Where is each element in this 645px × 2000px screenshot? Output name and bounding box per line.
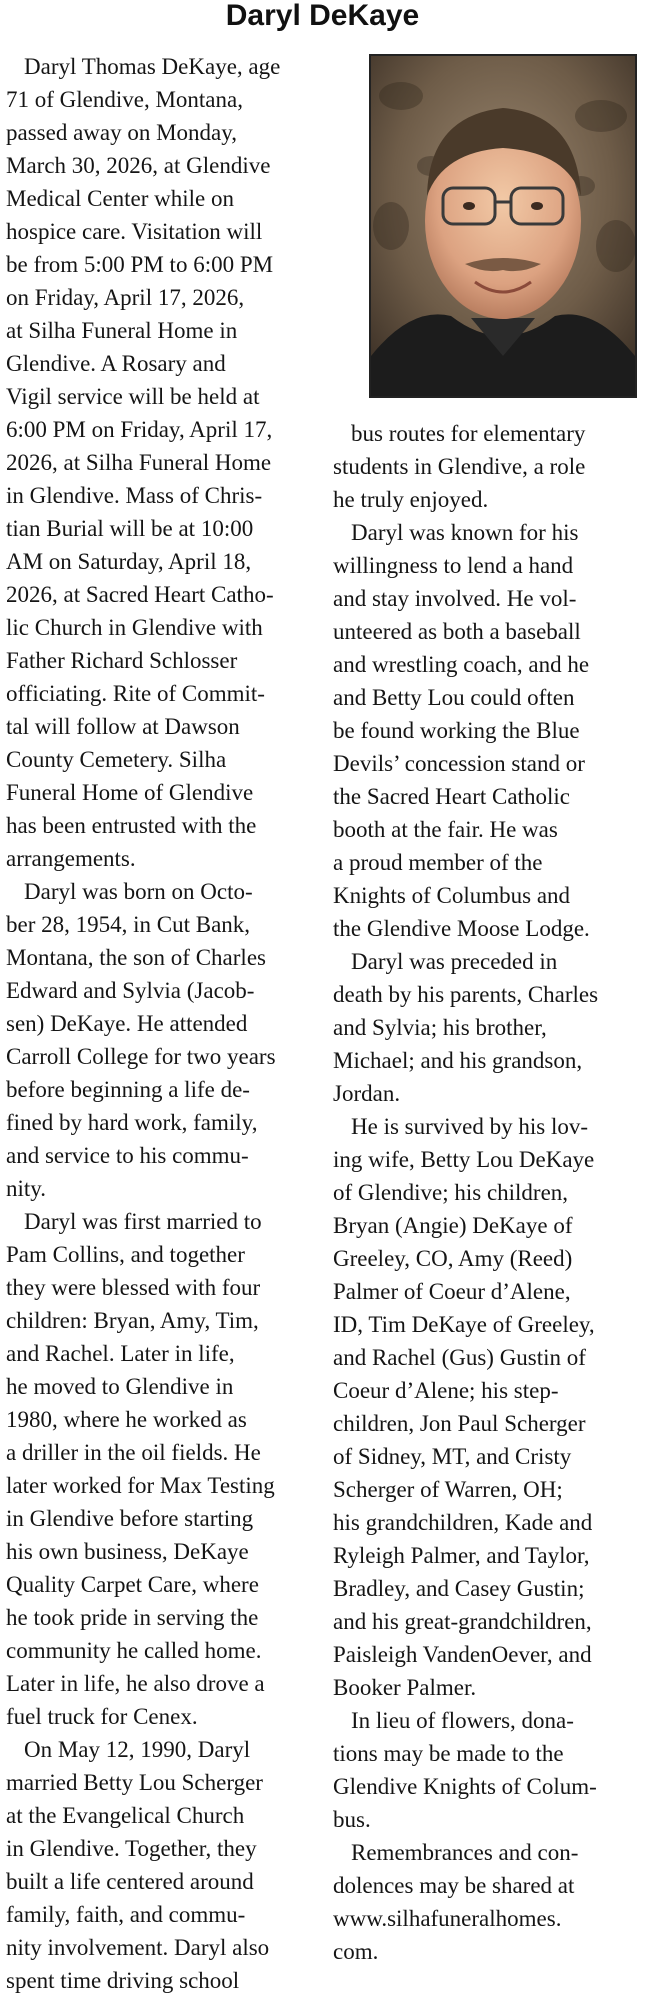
- paragraph: [333, 417, 643, 516]
- text-line: Palmer of Coeur d’Alene,: [333, 1279, 571, 1304]
- text-line: Quality Carpet Care, where: [6, 1572, 259, 1597]
- text-line: death by his parents, Charles: [333, 982, 599, 1007]
- text-line: Later in life, he also drove a: [6, 1671, 265, 1696]
- text-line: tian Burial will be at 10:00: [6, 516, 254, 541]
- text-line: He is survived by his lov-: [351, 1114, 589, 1139]
- text-line: be from 5:00 PM to 6:00 PM: [6, 252, 274, 277]
- text-line: in Glendive. Mass of Chris-: [6, 483, 263, 508]
- text-line: AM on Saturday, April 18,: [6, 549, 252, 574]
- text-line: on Friday, April 17, 2026,: [6, 285, 245, 310]
- text-line: nity.: [6, 1176, 47, 1201]
- paragraph: [333, 1110, 643, 1704]
- text-line: Glendive Knights of Colum-: [333, 1774, 597, 1799]
- text-line: before beginning a life de-: [6, 1077, 250, 1102]
- text-line: Daryl was born on Octo-: [24, 879, 253, 904]
- text-line: hospice care. Visitation will: [6, 219, 263, 244]
- text-line: Scherger of Warren, OH;: [333, 1477, 563, 1502]
- text-line: Daryl Thomas DeKaye, age: [24, 54, 281, 79]
- text-line: they were blessed with four: [6, 1275, 261, 1300]
- text-line: Daryl was first married to: [24, 1209, 262, 1234]
- text-line: March 30, 2026, at Glendive: [6, 153, 271, 178]
- text-line: the Sacred Heart Catholic: [333, 784, 570, 809]
- text-line: built a life centered around: [6, 1869, 254, 1894]
- paragraph: [6, 1733, 312, 1997]
- text-line: in Glendive before starting: [6, 1506, 254, 1531]
- text-line: Bradley, and Casey Gustin;: [333, 1576, 585, 1601]
- text-line: 2026, at Sacred Heart Catho-: [6, 582, 274, 607]
- text-line: family, faith, and commu-: [6, 1902, 246, 1927]
- text-line: tions may be made to the: [333, 1741, 564, 1766]
- text-line: Pam Collins, and together: [6, 1242, 245, 1267]
- text-line: ber 28, 1954, in Cut Bank,: [6, 912, 251, 937]
- text-line: www.silhafuneralhomes.: [333, 1906, 562, 1931]
- text-line: and Betty Lou could often: [333, 685, 575, 710]
- text-line: Coeur d’Alene; his step-: [333, 1378, 559, 1403]
- text-line: 71 of Glendive, Montana,: [6, 87, 243, 112]
- text-line: ID, Tim DeKaye of Greeley,: [333, 1312, 595, 1337]
- text-line: at Silha Funeral Home in: [6, 318, 238, 343]
- text-line: Michael; and his grandson,: [333, 1048, 583, 1073]
- text-line: Glendive. A Rosary and: [6, 351, 226, 376]
- text-line: Booker Palmer.: [333, 1675, 477, 1700]
- text-line: and his great-grandchildren,: [333, 1609, 592, 1634]
- text-line: his grandchildren, Kade and: [333, 1510, 593, 1535]
- right-column: [333, 417, 643, 1968]
- text-line: he truly enjoyed.: [333, 487, 489, 512]
- paragraph: [333, 1704, 643, 1836]
- text-line: the Glendive Moose Lodge.: [333, 916, 590, 941]
- paragraph: [6, 50, 312, 875]
- text-line: fuel truck for Cenex.: [6, 1704, 198, 1729]
- text-line: and service to his commu-: [6, 1143, 249, 1168]
- headline: Daryl DeKaye: [225, 0, 420, 32]
- paragraph: [333, 516, 643, 945]
- text-line: Daryl was preceded in: [351, 949, 558, 974]
- text-line: and wrestling coach, and he: [333, 652, 590, 677]
- text-line: later worked for Max Testing: [6, 1473, 275, 1498]
- text-line: Medical Center while on: [6, 186, 235, 211]
- text-line: and Sylvia; his brother,: [333, 1015, 547, 1040]
- text-line: he took pride in serving the: [6, 1605, 259, 1630]
- text-line: com.: [333, 1939, 379, 1964]
- text-line: in Glendive. Together, they: [6, 1836, 257, 1861]
- text-line: students in Glendive, a role: [333, 454, 586, 479]
- text-line: passed away on Monday,: [6, 120, 238, 145]
- text-line: unteered as both a baseball: [333, 619, 581, 644]
- text-line: County Cemetery. Silha: [6, 747, 227, 772]
- text-line: Ryleigh Palmer, and Taylor,: [333, 1543, 590, 1568]
- text-line: On May 12, 1990, Daryl: [24, 1737, 251, 1762]
- text-line: and Rachel. Later in life,: [6, 1341, 235, 1366]
- portrait-photo: [369, 54, 637, 398]
- text-line: a driller in the oil fields. He: [6, 1440, 261, 1465]
- text-line: and stay involved. He vol-: [333, 586, 577, 611]
- text-line: Father Richard Schlosser: [6, 648, 238, 673]
- text-line: Remembrances and con-: [351, 1840, 579, 1865]
- text-line: at the Evangelical Church: [6, 1803, 245, 1828]
- text-line: children, Jon Paul Scherger: [333, 1411, 586, 1436]
- text-line: bus.: [333, 1807, 371, 1832]
- paragraph: [333, 945, 643, 1110]
- text-line: 2026, at Silha Funeral Home: [6, 450, 272, 475]
- text-line: booth at the fair. He was: [333, 817, 558, 842]
- paragraph: [6, 875, 312, 1205]
- text-line: children: Bryan, Amy, Tim,: [6, 1308, 259, 1333]
- text-line: sen) DeKaye. He attended: [6, 1011, 248, 1036]
- text-line: officiating. Rite of Commit-: [6, 681, 265, 706]
- text-line: arrangements.: [6, 846, 136, 871]
- text-line: fined by hard work, family,: [6, 1110, 258, 1135]
- text-line: Daryl was known for his: [351, 520, 579, 545]
- text-line: his own business, DeKaye: [6, 1539, 249, 1564]
- text-line: In lieu of flowers, dona-: [351, 1708, 574, 1733]
- text-line: has been entrusted with the: [6, 813, 257, 838]
- text-line: and Rachel (Gus) Gustin of: [333, 1345, 586, 1370]
- text-line: willingness to lend a hand: [333, 553, 574, 578]
- text-line: Devils’ concession stand or: [333, 751, 585, 776]
- text-line: 1980, where he worked as: [6, 1407, 247, 1432]
- text-line: nity involvement. Daryl also: [6, 1935, 270, 1960]
- text-line: Montana, the son of Charles: [6, 945, 266, 970]
- text-line: dolences may be shared at: [333, 1873, 575, 1898]
- text-line: bus routes for elementary: [351, 421, 586, 446]
- text-line: Greeley, CO, Amy (Reed): [333, 1246, 573, 1271]
- text-line: 6:00 PM on Friday, April 17,: [6, 417, 273, 442]
- text-line: ing wife, Betty Lou DeKaye: [333, 1147, 595, 1172]
- text-line: he moved to Glendive in: [6, 1374, 234, 1399]
- text-line: spent time driving school: [6, 1968, 240, 1993]
- text-line: Jordan.: [333, 1081, 401, 1106]
- text-line: Bryan (Angie) DeKaye of: [333, 1213, 573, 1238]
- text-line: Edward and Sylvia (Jacob-: [6, 978, 255, 1003]
- text-line: be found working the Blue: [333, 718, 580, 743]
- text-line: of Glendive; his children,: [333, 1180, 569, 1205]
- text-line: tal will follow at Dawson: [6, 714, 240, 739]
- text-line: married Betty Lou Scherger: [6, 1770, 263, 1795]
- text-line: Knights of Columbus and: [333, 883, 571, 908]
- text-line: Paisleigh VandenOever, and: [333, 1642, 592, 1667]
- text-line: Funeral Home of Glendive: [6, 780, 254, 805]
- text-line: of Sidney, MT, and Cristy: [333, 1444, 572, 1469]
- text-line: a proud member of the: [333, 850, 543, 875]
- text-line: community he called home.: [6, 1638, 262, 1663]
- text-line: lic Church in Glendive with: [6, 615, 263, 640]
- text-line: Carroll College for two years: [6, 1044, 276, 1069]
- paragraph: [333, 1836, 643, 1968]
- paragraph: [6, 1205, 312, 1733]
- text-line: Vigil service will be held at: [6, 384, 260, 409]
- left-column: [6, 50, 312, 1997]
